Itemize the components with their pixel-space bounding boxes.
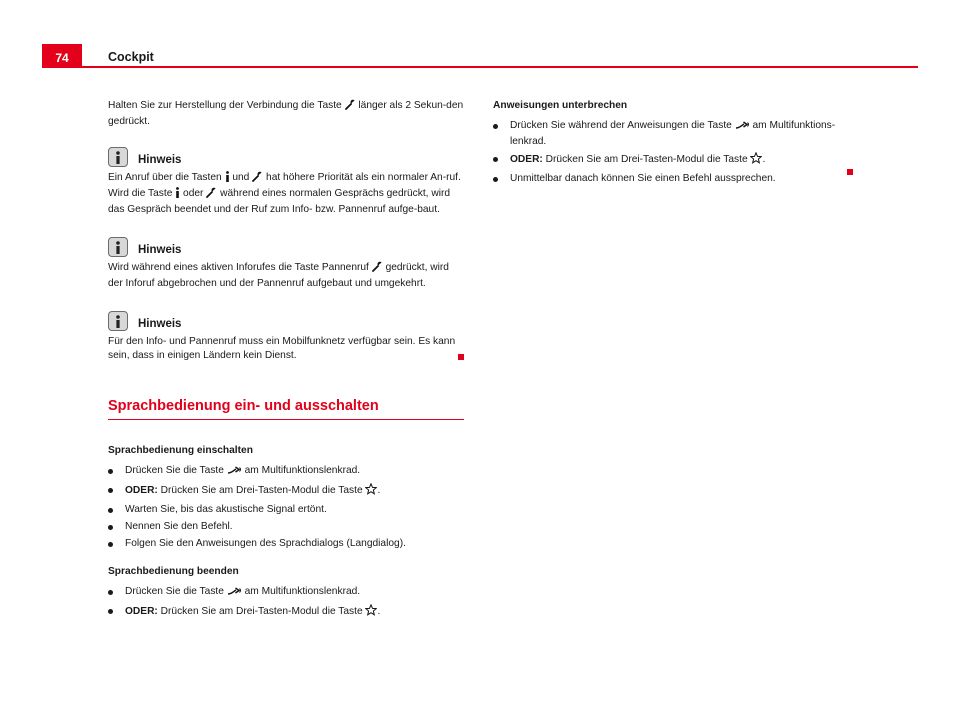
right-column: [493, 99, 853, 194]
disable-b2-text-a: Drücken Sie am Drei-Tasten-Modul die Taste: [160, 606, 363, 617]
note-1-text-s3: hat höhere Priorität als ein normaler An-ruf. Wird die Taste: [108, 172, 461, 199]
wrench-icon: [252, 171, 263, 187]
info-note-icon: [108, 237, 128, 257]
disable-list: [108, 585, 464, 621]
interrupt-b3-text: Unmittelbar danach können Sie einen Befehl aussprechen.: [510, 173, 776, 184]
wrench-icon: [345, 99, 356, 115]
disable-b1-text-a: Drücken Sie die Taste: [125, 586, 224, 597]
info-note-icon: [108, 311, 128, 331]
list-item: Nennen Sie den Befehl.: [108, 520, 464, 534]
header-rule: [82, 66, 918, 68]
enable-b2-text-b: .: [377, 485, 381, 496]
enable-b1-text-b: am Multifunktionslenkrad.: [244, 465, 361, 476]
disable-heading: Sprachbedienung beenden: [108, 566, 239, 577]
list-item: [493, 172, 853, 186]
note-1-title: Hinweis: [138, 154, 182, 166]
section-title: Sprachbedienung ein- und ausschalten: [108, 397, 464, 420]
note-1-text-s4: oder: [183, 188, 204, 199]
enable-list: [108, 464, 464, 551]
list-item: [108, 483, 464, 500]
list-item: [108, 604, 464, 621]
disable-b1-text-b: am Multifunktionslenkrad.: [244, 586, 361, 597]
note-1-text-s2: und: [232, 172, 250, 183]
page-number: 74: [42, 44, 82, 68]
star-outline-icon: [365, 604, 377, 621]
wrench-icon: [206, 187, 217, 203]
interrupt-heading: Anweisungen unterbrechen: [493, 100, 628, 111]
wrench-icon: [372, 261, 383, 277]
list-item: Warten Sie, bis das akustische Signal ertönt.: [108, 503, 464, 517]
note-3-end-row: [108, 363, 464, 371]
disable-b2-text-b: .: [377, 606, 381, 617]
interrupt-b2-text-a: Drücken Sie am Drei-Tasten-Modul die Taste: [545, 154, 748, 165]
voice-control-icon: [227, 587, 242, 601]
list-item: Folgen Sie den Anweisungen des Sprachdialogs (Langdialog).: [108, 537, 464, 551]
note-3-text: Für den Info- und Pannenruf muss ein Mobilfunknetz verfügbar sein. Es kann sein, dass in einigen Ländern kein Dienst.: [108, 336, 456, 361]
voice-control-icon: [735, 121, 750, 135]
interrupt-b2-text-b: .: [762, 154, 766, 165]
note-2-title: Hinweis: [138, 244, 182, 256]
left-column: [108, 99, 464, 629]
note-1-text: [108, 171, 464, 217]
star-outline-icon: [365, 483, 377, 500]
note-1-header: [108, 147, 464, 167]
intro-text-a: Halten Sie zur Herstellung der Verbindung die Taste: [108, 100, 342, 111]
running-header-title: Cockpit: [108, 50, 154, 64]
note-1-text-s1: Ein Anruf über die Tasten: [108, 172, 222, 183]
intro-text-b: länger als 2 Sekun-den gedrückt.: [108, 100, 464, 127]
note-2-text-s1: Wird während eines aktiven Inforufes die Taste Pannenruf: [108, 262, 369, 273]
section-end-marker: [847, 169, 853, 175]
enable-b1-text-a: Drücken Sie die Taste: [125, 465, 224, 476]
star-outline-icon: [750, 152, 762, 169]
note-2-text-s2: gedrückt, wird der Inforuf abgebrochen und der Pannenruf aufgebaut und umgekehrt.: [108, 262, 449, 289]
intro-paragraph: [108, 99, 464, 129]
note-2-text: [108, 261, 464, 291]
enable-heading: Sprachbedienung einschalten: [108, 445, 253, 456]
voice-control-icon: [227, 466, 242, 480]
note-1-text-s5: während eines normalen Gesprächs gedrückt, wird das Gespräch beendet und der Ruf zum Info- bzw. Pannenruf aufge-baut.: [108, 188, 451, 215]
oder-label: ODER:: [125, 606, 158, 617]
note-3-header: [108, 311, 464, 331]
enable-b2-text-a: Drücken Sie am Drei-Tasten-Modul die Taste: [160, 485, 363, 496]
list-item: [108, 585, 464, 601]
info-i-icon: [175, 187, 180, 203]
info-note-icon: [108, 147, 128, 167]
note-1: [108, 147, 464, 217]
interrupt-b1-text-a: Drücken Sie während der Anweisungen die Taste: [510, 120, 732, 131]
section-end-marker: [458, 354, 464, 360]
interrupt-b1-text-b: am Multifunktions-lenkrad.: [510, 120, 836, 147]
list-item: [108, 464, 464, 480]
note-3-title: Hinweis: [138, 318, 182, 330]
list-item: [493, 152, 853, 169]
oder-label: ODER:: [510, 154, 543, 165]
note-2: [108, 237, 464, 291]
oder-label: ODER:: [125, 485, 158, 496]
list-item: [493, 119, 853, 149]
note-2-header: [108, 237, 464, 257]
note-3: [108, 311, 464, 371]
interrupt-list: [493, 119, 853, 186]
info-i-icon: [225, 171, 230, 187]
